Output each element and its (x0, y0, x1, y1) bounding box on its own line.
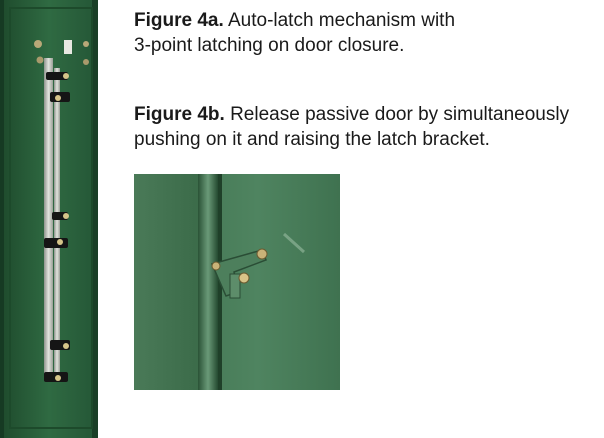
figure-4a-caption-text-1: Auto-latch mechanism with (223, 10, 456, 31)
figure-4a-photo (0, 0, 98, 438)
figure-4a-caption (134, 8, 455, 58)
figure-4b-caption-text-1: Release passive door by simultaneously (224, 104, 570, 125)
figure-4a-caption-line-1 (134, 8, 455, 33)
figure-4a-caption-line-2: 3-point latching on door closure. (134, 35, 405, 56)
figure-4a-label: Figure 4a. (134, 10, 224, 31)
figure-4b-caption-line-2: pushing on it and raising the latch bracket. (134, 129, 490, 150)
figure-4b-photo (134, 174, 340, 390)
figure-4b-caption (134, 102, 569, 152)
figure-4b-label: Figure 4b. (134, 104, 225, 125)
figure-4b-caption-line-1 (134, 102, 569, 127)
